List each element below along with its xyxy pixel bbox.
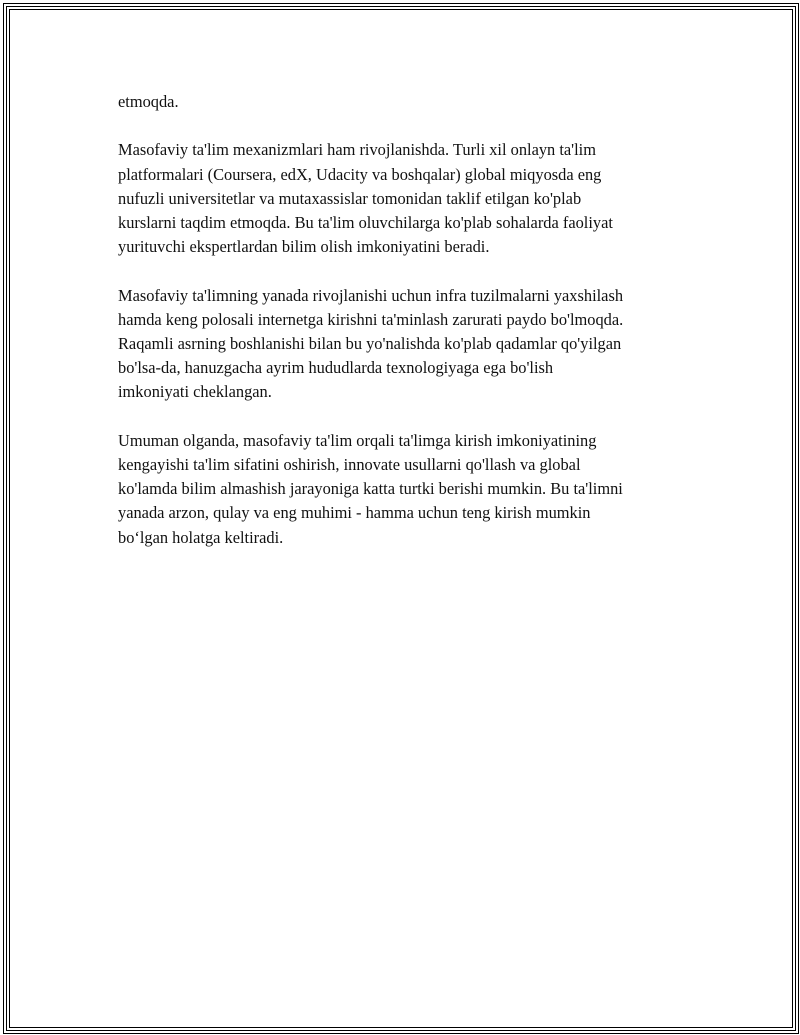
text-line: yurituvchi ekspertlardan bilim olish imkoniyatini beradi. <box>118 237 490 257</box>
text-line: hamda keng polosali internetga kirishni ta'minlash zarurati paydo bo'lmoqda. <box>118 309 624 329</box>
text-line: bo'lsa-da, hanuzgacha ayrim hududlarda texnologiyaga ega bo'lish <box>118 358 554 378</box>
text-line: etmoqda. <box>118 92 179 111</box>
document-body <box>118 90 688 574</box>
text-line: Umuman olganda, masofaviy ta'lim orqali ta'limga kirish imkoniyatining <box>118 430 597 450</box>
paragraph-4 <box>118 429 688 550</box>
paragraph-2 <box>118 138 688 259</box>
text-line: ko'lamda bilim almashish jarayoniga katta turtki berishi mumkin. Bu ta'limni <box>118 479 623 499</box>
text-line: Masofaviy ta'limning yanada rivojlanishi uchun infra tuzilmalarni yaxshilash <box>118 285 624 305</box>
text-line: Masofaviy ta'lim mexanizmlari ham rivojlanishda. Turli xil onlayn ta'lim <box>118 140 596 160</box>
paragraph-3 <box>118 284 688 405</box>
text-line: kurslarni taqdim etmoqda. Bu ta'lim oluvchilarga ko'plab sohalarda faoliyat <box>118 213 613 232</box>
paragraph-1 <box>118 90 688 114</box>
text-line: bo‘lgan holatga keltiradi. <box>118 527 284 547</box>
text-line: imkoniyati cheklangan. <box>118 382 272 402</box>
text-line: platformalari (Coursera, edX, Udacity va boshqalar) global miqyosda eng <box>118 164 602 184</box>
text-line: Raqamli asrning boshlanishi bilan bu yo'nalishda ko'plab qadamlar qo'yilgan <box>118 334 622 353</box>
text-line: nufuzli universitetlar va mutaxassislar tomonidan taklif etilgan ko'plab <box>118 188 582 208</box>
text-line: kengayishi ta'lim sifatini oshirish, innovate usullarni qo'llash va global <box>118 455 581 474</box>
text-line: yanada arzon, qulay va eng muhimi - hamma uchun teng kirish mumkin <box>118 503 591 523</box>
